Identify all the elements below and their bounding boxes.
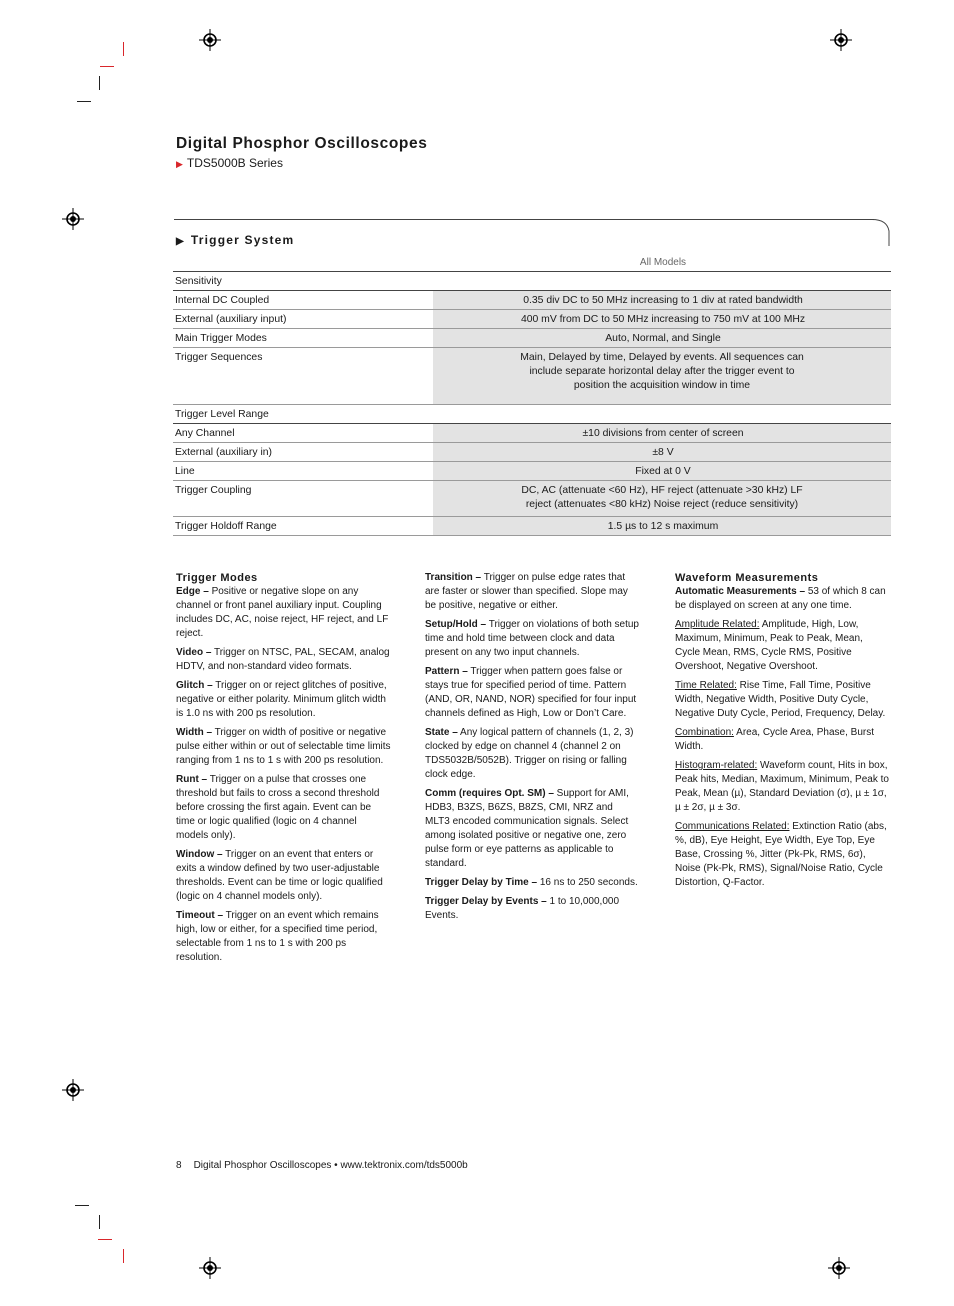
- registration-mark-icon: [62, 1079, 84, 1101]
- registration-mark-icon: [199, 1257, 221, 1279]
- registration-mark-icon: [199, 29, 221, 51]
- row-label: Trigger Level Range: [173, 405, 433, 424]
- crop-mark: [75, 1205, 89, 1206]
- list-item: Glitch – Trigger on or reject glitches of positive, negative or either polarity. Minimum glitch width is 1.0 ns with 200 ps resolution.: [176, 680, 387, 719]
- list-item: Timeout – Trigger on an event which remains high, low or either, for a specified time period, selectable from 1 ns to 1 s with 200 ps resolution.: [176, 910, 379, 963]
- row-label: Internal DC Coupled: [173, 291, 433, 310]
- crop-mark: [99, 76, 100, 90]
- crop-mark: [123, 1249, 124, 1263]
- section-title-text: Trigger System: [190, 233, 295, 247]
- crop-mark: [77, 101, 91, 102]
- list-item: Comm (requires Opt. SM) – Support for AMI, HDB3, B3ZS, B6ZS, B8ZS, CMI, NRZ and MLT3 encoded communication signals. Select among isolated positive or negative one, zero pulse form or eye patterns as applicable to standard.: [425, 788, 629, 869]
- trigger-types-column: [425, 571, 640, 928]
- row-value: ±10 divisions from center of screen: [433, 424, 891, 443]
- section-title: [176, 233, 294, 247]
- document-title: Digital Phosphor Oscilloscopes: [176, 135, 428, 152]
- list-item: Video – Trigger on NTSC, PAL, SECAM, analog HDTV, and non-standard video formats.: [176, 647, 390, 672]
- table-header-row: [173, 257, 891, 272]
- row-label: Main Trigger Modes: [173, 329, 433, 348]
- page-number: 8: [176, 1160, 182, 1171]
- row-value: DC, AC (attenuate <60 Hz), HF reject (attenuate >30 kHz) LF reject (attenuates <80 kHz) Noise reject (reduce sensitivity): [433, 481, 891, 517]
- column-heading: Trigger Modes: [176, 572, 258, 584]
- crop-mark: [99, 1215, 100, 1229]
- row-value: Auto, Normal, and Single: [433, 329, 891, 348]
- list-item: Pattern – Trigger when pattern goes false or stays true for specified period of time. Pattern (AND, OR, NAND, NOR) specified for four input channels defined as High, Low or Don’t Care.: [425, 666, 637, 719]
- trigger-modes-column: [176, 571, 391, 970]
- series-label: TDS5000B Series: [186, 156, 283, 170]
- list-item: Automatic Measurements – 53 of which 8 can be displayed on screen at any one time.: [675, 586, 886, 611]
- list-item: Amplitude Related: Amplitude, High, Low, Maximum, Minimum, Peak to Peak, Mean, Cycle Mean, RMS, Cycle RMS, Positive Overshoot, Negative Overshoot.: [675, 619, 863, 672]
- list-item: Runt – Trigger on a pulse that crosses one threshold but fails to cross a second threshold before crossing the first again. Event can be time or logic qualified (logic on 4 channel models only).: [176, 774, 380, 841]
- row-label: Line: [173, 462, 433, 481]
- row-value: [433, 405, 891, 424]
- table-row: [173, 462, 891, 481]
- list-item: Communications Related: Extinction Ratio (abs, %, dB), Eye Height, Eye Width, Eye Top, Eye Base, Crossing %, Jitter (Pk-Pk, RMS, 6σ), Noise (Pk-Pk, RMS), Signal/Noise Ratio, Cycle Distortion, Q-Factor.: [675, 821, 887, 888]
- row-value: Main, Delayed by time, Delayed by events. All sequences can include separate horizontal delay after the trigger event to position the acquisition window in time: [433, 348, 891, 405]
- table-row: [173, 481, 891, 517]
- series-subtitle: [176, 156, 283, 170]
- table-row: [173, 272, 891, 291]
- section-rule: [174, 219, 874, 220]
- registration-mark-icon: [62, 208, 84, 230]
- row-value: 0.35 div DC to 50 MHz increasing to 1 div at rated bandwidth: [433, 291, 891, 310]
- list-item: Time Related: Rise Time, Fall Time, Positive Width, Negative Width, Positive Duty Cycle, Negative Duty Cycle, Period, Frequency, Delay.: [675, 680, 886, 719]
- row-label: Trigger Holdoff Range: [173, 517, 433, 536]
- table-row: [173, 517, 891, 536]
- list-item: Combination: Area, Cycle Area, Phase, Burst Width.: [675, 727, 874, 752]
- list-item: Trigger Delay by Time – 16 ns to 250 seconds.: [425, 877, 638, 888]
- row-value: Fixed at 0 V: [433, 462, 891, 481]
- crop-mark: [98, 1239, 112, 1240]
- crop-mark: [100, 66, 114, 67]
- footer-text: Digital Phosphor Oscilloscopes • www.tektronix.com/tds5000b: [193, 1160, 468, 1171]
- page-footer: [176, 1160, 468, 1171]
- row-label: Trigger Coupling: [173, 481, 433, 517]
- triangle-bullet-icon: ▶: [176, 159, 183, 169]
- waveform-measurements-column: [675, 571, 890, 895]
- list-item: Edge – Positive or negative slope on any channel or front panel auxiliary input. Coupling includes DC, AC, noise reject, HF reject, and LF reject.: [176, 586, 389, 639]
- table-row: [173, 424, 891, 443]
- row-value: 1.5 µs to 12 s maximum: [433, 517, 891, 536]
- table-row: [173, 291, 891, 310]
- spec-table: [173, 257, 891, 536]
- list-item: Transition – Trigger on pulse edge rates that are faster or slower than specified. Slope may be positive, negative or either.: [425, 572, 628, 611]
- row-label: Sensitivity: [173, 272, 433, 291]
- crop-mark: [123, 42, 124, 56]
- row-label: Any Channel: [173, 424, 433, 443]
- row-label: Trigger Sequences: [173, 348, 433, 405]
- table-row: [173, 329, 891, 348]
- list-item: Histogram-related: Waveform count, Hits in box, Peak hits, Median, Maximum, Minimum, Peak to Peak, Mean (µ), Standard Deviation (σ), µ ± 1σ, µ ± 2σ, µ ± 3σ.: [675, 760, 889, 813]
- table-row: [173, 405, 891, 424]
- triangle-bullet-icon: ▶: [176, 236, 185, 247]
- list-item: Width – Trigger on width of positive or negative pulse either within or out of selectable time limits ranging from 1 ns to 1 s with 200 ps resolution.: [176, 727, 391, 766]
- table-row: [173, 310, 891, 329]
- column-heading: Waveform Measurements: [675, 572, 819, 584]
- table-row: [173, 348, 891, 405]
- registration-mark-icon: [828, 1257, 850, 1279]
- row-value: ±8 V: [433, 443, 891, 462]
- rule-curve: [872, 219, 892, 247]
- table-row: [173, 443, 891, 462]
- column-header: All Models: [433, 257, 891, 272]
- list-item: Setup/Hold – Trigger on violations of both setup time and hold time between clock and data present on any two input channels.: [425, 619, 639, 658]
- row-label: External (auxiliary input): [173, 310, 433, 329]
- list-item: State – Any logical pattern of channels (1, 2, 3) clocked by edge on channel 4 (channel 2 on TDS5032B/5052B). Trigger on rising or falling clock edge.: [425, 727, 634, 780]
- row-value: 400 mV from DC to 50 MHz increasing to 750 mV at 100 MHz: [433, 310, 891, 329]
- row-value: [433, 272, 891, 291]
- registration-mark-icon: [830, 29, 852, 51]
- list-item: Trigger Delay by Events – 1 to 10,000,000 Events.: [425, 896, 620, 921]
- row-label: External (auxiliary in): [173, 443, 433, 462]
- list-item: Window – Trigger on an event that enters or exits a window defined by two user-adjustable thresholds. Event can be time or logic qualified (logic on 4 channel models only).: [176, 849, 383, 902]
